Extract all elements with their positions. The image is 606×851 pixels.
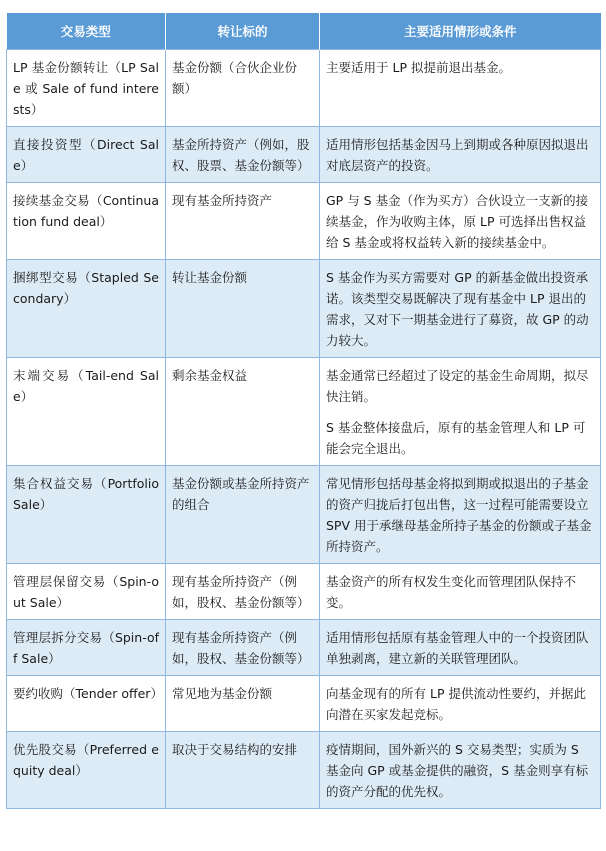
- condition-text: 主要适用于 LP 拟提前退出基金。: [326, 60, 511, 75]
- cell-transfer-target: 基金份额或基金所持资产的组合: [166, 466, 320, 564]
- cell-transaction-type: 捆绑型交易（Stapled Secondary）: [7, 260, 166, 358]
- table-row: [7, 676, 601, 732]
- cell-transfer-target: 现有基金所持资产: [166, 183, 320, 260]
- cell-conditions: [320, 620, 601, 676]
- table-row: [7, 466, 601, 564]
- table-row: [7, 732, 601, 809]
- table-row: [7, 620, 601, 676]
- cell-transaction-type: 集合权益交易（Portfolio Sale）: [7, 466, 166, 564]
- header-applicable-conditions: 主要适用情形或条件: [320, 13, 601, 50]
- cell-transfer-target: 取决于交易结构的安排: [166, 732, 320, 809]
- table-row: [7, 260, 601, 358]
- cell-conditions: [320, 358, 601, 466]
- condition-text: GP 与 S 基金（作为买方）合伙设立一支新的接续基金，作为收购主体，原 LP 可选择出售权益给 S 基金或将权益转入新的接续基金中。: [326, 193, 589, 250]
- cell-transfer-target: 基金所持资产（例如，股权、股票、基金份额等）: [166, 127, 320, 183]
- table-row: [7, 183, 601, 260]
- condition-text: 基金资产的所有权发生变化而管理团队保持不变。: [326, 574, 577, 610]
- condition-text: 适用情形包括基金因马上到期或各种原因拟退出对底层资产的投资。: [326, 137, 589, 173]
- cell-transfer-target: 现有基金所持资产（例如，股权、基金份额等）: [166, 620, 320, 676]
- condition-text: 常见情形包括母基金将拟到期或拟退出的子基金的资产归拢后打包出售，这一过程可能需要设立 SPV 用于承继母基金所持子基金的份额或子基金所持资产。: [326, 476, 592, 554]
- condition-text: S 基金整体接盘后，原有的基金管理人和 LP 可能会完全退出。: [326, 420, 586, 456]
- cell-conditions: [320, 466, 601, 564]
- table-row: [7, 564, 601, 620]
- cell-conditions: [320, 564, 601, 620]
- cell-conditions: [320, 676, 601, 732]
- cell-conditions: [320, 260, 601, 358]
- condition-text: S 基金作为买方需要对 GP 的新基金做出投资承诺。该类型交易既解决了现有基金中 LP 退出的需求，又对下一期基金进行了募资，故 GP 的动力较大。: [326, 270, 589, 348]
- cell-conditions: [320, 732, 601, 809]
- secondary-transaction-table-wrapper: [6, 13, 600, 809]
- table-row: [7, 127, 601, 183]
- cell-transaction-type: 要约收购（Tender offer）: [7, 676, 166, 732]
- table-row: [7, 358, 601, 466]
- cell-transaction-type: 末端交易（Tail-end Sale）: [7, 358, 166, 466]
- condition-text: 疫情期间，国外新兴的 S 交易类型；实质为 S 基金向 GP 或基金提供的融资，S 基金则享有标的资产分配的优先权。: [326, 742, 589, 799]
- cell-transaction-type: 直接投资型（Direct Sale）: [7, 127, 166, 183]
- cell-transaction-type: 优先股交易（Preferred equity deal）: [7, 732, 166, 809]
- condition-text: 适用情形包括原有基金管理人中的一个投资团队单独剥离，建立新的关联管理团队。: [326, 630, 589, 666]
- cell-transaction-type: 管理层保留交易（Spin-out Sale）: [7, 564, 166, 620]
- cell-conditions: [320, 50, 601, 127]
- cell-transfer-target: 现有基金所持资产（例如，股权、基金份额等）: [166, 564, 320, 620]
- condition-text: 向基金现有的所有 LP 提供流动性要约，并据此向潜在买家发起竞标。: [326, 686, 586, 722]
- cell-transfer-target: 基金份额（合伙企业份额）: [166, 50, 320, 127]
- cell-transaction-type: 接续基金交易（Continuation fund deal）: [7, 183, 166, 260]
- header-transfer-target: 转让标的: [166, 13, 320, 50]
- cell-transaction-type: 管理层拆分交易（Spin-off Sale）: [7, 620, 166, 676]
- cell-transaction-type: LP 基金份额转让（LP Sale 或 Sale of fund interests）: [7, 50, 166, 127]
- cell-conditions: [320, 127, 601, 183]
- table-header-row: [7, 13, 601, 50]
- secondary-transaction-table: [6, 13, 601, 809]
- cell-transfer-target: 剩余基金权益: [166, 358, 320, 466]
- cell-conditions: [320, 183, 601, 260]
- table-row: [7, 50, 601, 127]
- header-transaction-type: 交易类型: [7, 13, 166, 50]
- condition-text: 基金通常已经超过了设定的基金生命周期，拟尽快注销。: [326, 368, 589, 404]
- cell-transfer-target: 转让基金份额: [166, 260, 320, 358]
- cell-transfer-target: 常见地为基金份额: [166, 676, 320, 732]
